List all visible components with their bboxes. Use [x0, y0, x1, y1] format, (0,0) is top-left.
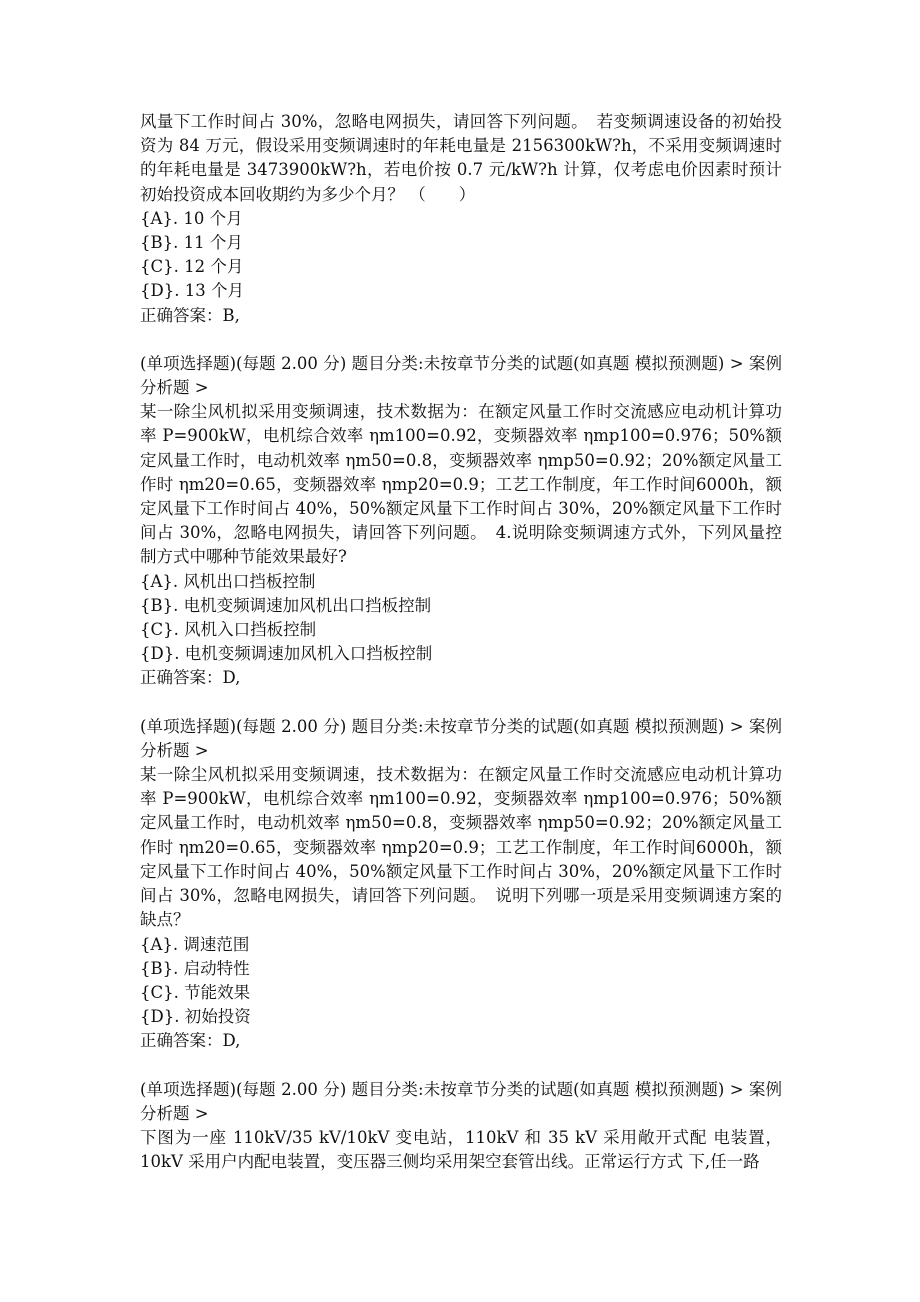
- correct-answer: 正确答案：D,: [140, 668, 241, 688]
- correct-answer: 正确答案：D,: [140, 1031, 241, 1051]
- option-b: {B}. 电机变频调速加风机出口挡板控制: [140, 595, 432, 615]
- option-c: {C}. 节能效果: [140, 982, 251, 1002]
- document-page: [140, 110, 782, 1174]
- option-d: {D}. 电机变频调速加风机入口挡板控制: [140, 644, 433, 664]
- option-a: {A}. 10 个月: [140, 208, 243, 228]
- block-spacer: [140, 691, 782, 715]
- question-header: (单项选择题)(每题 2.00 分) 题目分类:未按章节分类的试题(如真题 模拟预测题) > 案例分析题 >: [140, 716, 782, 760]
- option-b: {B}. 11 个月: [140, 233, 243, 253]
- option-b: {B}. 启动特性: [140, 958, 250, 978]
- question-stem: 某一除尘风机拟采用变频调速，技术数据为：在额定风量工作时交流感应电动机计算功率 P=900kW，电机综合效率 ηm100=0.92，变频器效率 ηmp100=0.976；50%额定风量工作时，电动机效率 ηm50=0.8，变频器效率 ηmp50=0.92；20%额定风量工作时 ηm20=0.65，变频器效率 ηmp20=0.9；工艺工作制度，年工作时间6000h，额定风量下工作时间占 40%，50%额定风量下工作时间占 30%，20%额定风量下工作时间占 30%，忽略电网损失，请回答下列问题。 说明下列哪一项是采用变频调速方案的缺点？: [140, 765, 782, 930]
- option-c: {C}. 12 个月: [140, 257, 244, 277]
- block-spacer: [140, 328, 782, 352]
- option-a: {A}. 调速范围: [140, 934, 250, 954]
- question-block-2: [140, 352, 782, 691]
- option-c: {C}. 风机入口挡板控制: [140, 620, 317, 640]
- option-a: {A}. 风机出口挡板控制: [140, 571, 316, 591]
- question-block-4: [140, 1078, 782, 1175]
- option-d: {D}. 初始投资: [140, 1007, 251, 1027]
- question-stem: 下图为一座 110kV/35 kV/10kV 变电站，110kV 和 35 kV 采用敞开式配 电装置，10kV 采用户内配电装置，变压器三侧均采用架空套管出线。正常运行方式 下,任一路: [140, 1127, 782, 1172]
- question-stem: 风量下工作时间占 30%，忽略电网损失，请回答下列问题。 若变频调速设备的初始投资为 84 万元，假设采用变频调速时的年耗电量是 2156300kW?h，不采用变频调速时的年耗电量是 3473900kW?h，若电价按 0.7 元/kW?h 计算，仅考虑电价因素时预计初始投资成本回收期约为多少个月？ （ ）: [140, 112, 782, 204]
- question-header: (单项选择题)(每题 2.00 分) 题目分类:未按章节分类的试题(如真题 模拟预测题) > 案例分析题 >: [140, 1079, 782, 1123]
- question-header: (单项选择题)(每题 2.00 分) 题目分类:未按章节分类的试题(如真题 模拟预测题) > 案例分析题 >: [140, 353, 782, 398]
- option-d: {D}. 13 个月: [140, 281, 244, 301]
- question-block-3: [140, 715, 782, 1054]
- question-stem: 某一除尘风机拟采用变频调速，技术数据为：在额定风量工作时交流感应电动机计算功率 P=900kW，电机综合效率 ηm100=0.92，变频器效率 ηmp100=0.976；50%额定风量工作时，电动机效率 ηm50=0.8，变频器效率 ηmp50=0.92；20%额定风量工作时 ηm20=0.65，变频器效率 ηmp20=0.9；工艺工作制度，年工作时间6000h，额定风量下工作时间占 40%，50%额定风量下工作时间占 30%，20%额定风量下工作时间占 30%，忽略电网损失，请回答下列问题。 4.说明除变频调速方式外，下列风量控制方式中哪种节能效果最好?: [140, 402, 782, 567]
- block-spacer: [140, 1054, 782, 1078]
- correct-answer: 正确答案：B,: [140, 305, 240, 325]
- question-block-1: [140, 110, 782, 328]
